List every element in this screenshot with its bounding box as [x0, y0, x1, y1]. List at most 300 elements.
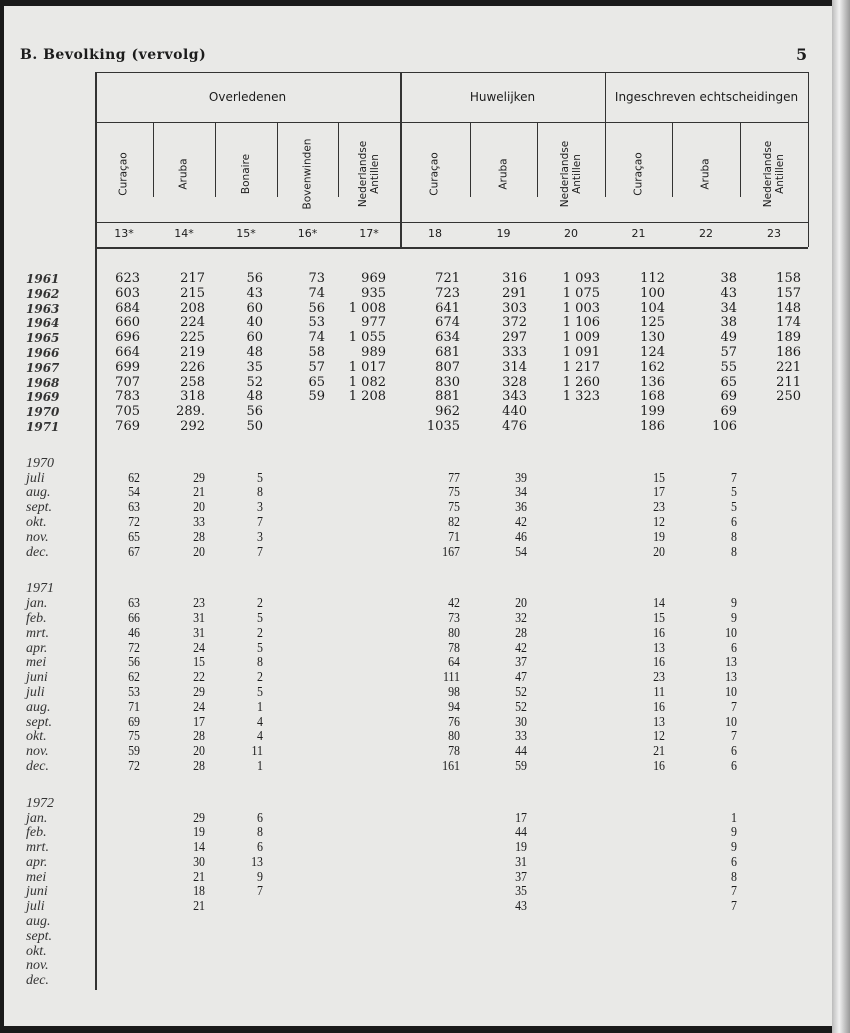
table-cell: 20: [193, 544, 205, 560]
rule-nums: [95, 247, 808, 249]
column-label: Nederlandse Antillen: [559, 140, 583, 208]
table-cell: 7: [257, 884, 263, 900]
table-cell: 7: [731, 884, 737, 900]
table-cell: 318: [180, 389, 205, 405]
table-cell: 13: [725, 655, 737, 671]
table-cell: 48: [246, 389, 263, 405]
table-cell: 1 055: [348, 330, 386, 346]
column-number: 23: [767, 227, 781, 240]
year-row: [0, 582, 810, 597]
table-cell: 372: [502, 315, 527, 331]
column-number: 15*: [236, 227, 256, 240]
table-cell: 830: [435, 374, 460, 390]
table-cell: 314: [502, 359, 527, 375]
table-cell: 56: [308, 300, 325, 316]
year-label: 1972: [26, 795, 54, 811]
table-cell: 696: [115, 330, 140, 346]
table-cell: 977: [361, 315, 386, 331]
table-row: [0, 930, 810, 945]
row-label: juni: [26, 670, 48, 686]
table-cell: 59: [308, 389, 325, 405]
table-cell: 174: [776, 315, 801, 331]
row-label: mrt.: [26, 625, 49, 641]
row-label: okt.: [26, 514, 47, 530]
table-row: [0, 390, 810, 405]
table-cell: 5: [257, 470, 263, 486]
table-cell: 56: [128, 655, 140, 671]
table-cell: 10: [725, 714, 737, 730]
table-cell: 65: [720, 374, 737, 390]
table-cell: 9: [257, 869, 263, 885]
table-cell: 21: [193, 869, 205, 885]
table-cell: 35: [246, 359, 263, 375]
table-cell: 100: [640, 285, 665, 301]
table-row: [0, 656, 810, 671]
row-label: 1971: [26, 419, 60, 434]
table-row: [0, 974, 810, 989]
table-cell: 881: [435, 389, 460, 405]
column-rule: [277, 122, 278, 197]
table-cell: 7: [731, 470, 737, 486]
table-row: [0, 302, 810, 317]
table-cell: 44: [515, 825, 527, 841]
table-cell: 33: [515, 729, 527, 745]
table-cell: 1 008: [348, 300, 386, 316]
table-cell: 1 003: [562, 300, 600, 316]
table-cell: 18: [193, 884, 205, 900]
table-row: [0, 671, 810, 686]
table-cell: 40: [246, 315, 263, 331]
table-cell: 21: [193, 899, 205, 915]
table-row: [0, 642, 810, 657]
table-cell: 161: [442, 758, 460, 774]
table-cell: 6: [257, 840, 263, 856]
table-cell: 7: [257, 544, 263, 560]
table-row: [0, 900, 810, 915]
column-header: [537, 124, 605, 224]
table-cell: 603: [115, 285, 140, 301]
table-cell: 28: [515, 625, 527, 641]
table-cell: 31: [193, 610, 205, 626]
table-cell: 56: [246, 404, 263, 420]
row-label: juli: [26, 684, 45, 700]
row-label: feb.: [26, 825, 47, 841]
row-label: juli: [26, 470, 45, 486]
table-cell: 221: [776, 359, 801, 375]
table-cell: 73: [308, 271, 325, 286]
table-cell: 783: [115, 389, 140, 405]
year-row: [0, 797, 810, 812]
table-cell: 20: [193, 744, 205, 760]
column-label: Bonaire: [240, 153, 252, 195]
row-label: aug.: [26, 485, 51, 501]
table-row: [0, 871, 810, 886]
row-label: apr.: [26, 640, 48, 656]
table-cell: 71: [128, 699, 140, 715]
table-cell: 297: [502, 330, 527, 346]
group-header-overledenen: Overledenen: [208, 90, 287, 104]
table-cell: 29: [193, 684, 205, 700]
table-cell: 623: [115, 271, 140, 286]
table-cell: 43: [246, 285, 263, 301]
table-cell: 343: [502, 389, 527, 405]
table-cell: 11: [251, 744, 263, 760]
table-cell: 98: [448, 684, 460, 700]
table-cell: 16: [653, 655, 665, 671]
table-row: [0, 472, 810, 487]
table-cell: 62: [128, 670, 140, 686]
row-label: nov.: [26, 529, 49, 545]
table-cell: 226: [180, 359, 205, 375]
table-cell: 1 093: [562, 271, 600, 286]
row-label: jan.: [26, 596, 48, 612]
table-cell: 634: [435, 330, 460, 346]
table-cell: 6: [257, 810, 263, 826]
table-cell: 215: [180, 285, 205, 301]
table-cell: 30: [193, 854, 205, 870]
rule-top: [95, 72, 808, 73]
table-cell: 6: [731, 640, 737, 656]
column-header: [215, 124, 277, 224]
table-row: [0, 597, 810, 612]
table-cell: 54: [128, 485, 140, 501]
table-cell: 36: [515, 500, 527, 516]
table-cell: 1 106: [562, 315, 600, 331]
table-cell: 78: [448, 640, 460, 656]
row-label: 1965: [26, 331, 60, 346]
table-cell: 66: [128, 610, 140, 626]
table-cell: 24: [193, 699, 205, 715]
table-row: [0, 841, 810, 856]
table-cell: 15: [653, 470, 665, 486]
column-header: [672, 124, 740, 224]
column-number: 16*: [297, 227, 318, 240]
table-cell: 44: [515, 744, 527, 760]
table-cell: 49: [720, 330, 737, 346]
table-cell: 333: [502, 344, 527, 360]
table-cell: 8: [257, 485, 263, 501]
table-cell: 1 017: [348, 359, 386, 375]
table-cell: 112: [640, 271, 665, 286]
table-cell: 28: [193, 758, 205, 774]
table-cell: 225: [180, 330, 205, 346]
row-label: mrt.: [26, 840, 49, 856]
table-cell: 53: [128, 684, 140, 700]
table-section: [0, 582, 810, 774]
table-cell: 130: [640, 330, 665, 346]
row-label: juni: [26, 884, 48, 900]
table-cell: 111: [443, 670, 460, 686]
table-cell: 65: [308, 374, 325, 390]
column-header: [605, 124, 672, 224]
table-cell: 21: [653, 744, 665, 760]
table-cell: 162: [640, 359, 665, 375]
table-cell: 157: [776, 285, 801, 301]
table-cell: 59: [515, 758, 527, 774]
table-row: [0, 812, 810, 827]
row-label: aug.: [26, 914, 51, 930]
table-row: [0, 945, 810, 960]
table-cell: 5: [257, 610, 263, 626]
table-cell: 59: [128, 744, 140, 760]
row-label: sept.: [26, 500, 53, 516]
column-label: Aruba: [497, 158, 510, 190]
row-label: juli: [26, 899, 45, 915]
table-cell: 3: [257, 529, 263, 545]
table-cell: 2: [257, 625, 263, 641]
table-cell: 74: [308, 285, 325, 301]
table-cell: 16: [653, 758, 665, 774]
table-row: [0, 760, 810, 775]
table-cell: 71: [448, 529, 460, 545]
table-cell: 292: [180, 418, 205, 434]
table-cell: 15: [653, 610, 665, 626]
column-rule: [338, 122, 339, 197]
table-cell: 699: [115, 359, 140, 375]
column-number: 18: [428, 227, 442, 240]
statistics-table: [0, 72, 810, 990]
page-title: B. Bevolking (vervolg): [20, 47, 207, 63]
table-cell: 60: [246, 330, 263, 346]
column-rule: [740, 122, 741, 197]
table-cell: 17: [193, 714, 205, 730]
table-cell: 52: [515, 699, 527, 715]
table-cell: 13: [725, 670, 737, 686]
table-cell: 224: [180, 315, 205, 331]
column-rule: [537, 122, 538, 197]
table-row: [0, 287, 810, 302]
table-cell: 4: [257, 729, 263, 745]
row-label: 1967: [26, 360, 60, 375]
row-label: sept.: [26, 928, 53, 944]
row-label: 1962: [26, 286, 60, 301]
table-cell: 94: [448, 699, 460, 715]
table-cell: 219: [180, 344, 205, 360]
table-cell: 50: [246, 418, 263, 434]
table-section: [0, 797, 810, 989]
column-rule: [672, 122, 673, 197]
table-cell: 38: [720, 271, 737, 286]
table-cell: 69: [128, 714, 140, 730]
table-cell: 13: [251, 854, 263, 870]
table-cell: 42: [515, 640, 527, 656]
table-cell: 962: [435, 404, 460, 420]
table-cell: 43: [515, 899, 527, 915]
table-row: [0, 701, 810, 716]
table-cell: 72: [128, 514, 140, 530]
table-cell: 10: [725, 625, 737, 641]
table-cell: 208: [180, 300, 205, 316]
row-label: 1963: [26, 301, 60, 316]
table-cell: 55: [720, 359, 737, 375]
table-cell: 328: [502, 374, 527, 390]
column-header: [338, 124, 400, 224]
column-header: [95, 124, 153, 224]
row-label: nov.: [26, 744, 49, 760]
column-number: 17*: [359, 227, 379, 240]
table-cell: 72: [128, 758, 140, 774]
table-body: [0, 272, 810, 989]
table-cell: 46: [515, 529, 527, 545]
table-cell: 53: [308, 315, 325, 331]
rule-sub: [95, 222, 808, 223]
table-cell: 8: [731, 869, 737, 885]
table-row: [0, 686, 810, 701]
table-cell: 30: [515, 714, 527, 730]
table-cell: 78: [448, 744, 460, 760]
table-cell: 660: [115, 315, 140, 331]
table-cell: 125: [640, 315, 665, 331]
table-cell: 14: [653, 596, 665, 612]
year-label: 1971: [26, 581, 54, 597]
table-row: [0, 272, 810, 287]
table-cell: 705: [115, 404, 140, 420]
table-cell: 5: [731, 500, 737, 516]
table-cell: 1: [257, 699, 263, 715]
table-cell: 9: [731, 596, 737, 612]
table-row: [0, 826, 810, 841]
table-cell: 57: [720, 344, 737, 360]
table-row: [0, 361, 810, 376]
table-cell: 38: [720, 315, 737, 331]
table-cell: 186: [640, 418, 665, 434]
table-cell: 75: [128, 729, 140, 745]
table-cell: 23: [653, 670, 665, 686]
table-cell: 65: [128, 529, 140, 545]
table-row: [0, 915, 810, 930]
table-cell: 5: [731, 485, 737, 501]
table-cell: 1 217: [562, 359, 600, 375]
table-cell: 168: [640, 389, 665, 405]
column-header: [470, 124, 537, 224]
table-cell: 8: [731, 529, 737, 545]
column-rule: [808, 72, 809, 247]
table-cell: 186: [776, 344, 801, 360]
table-row: [0, 331, 810, 346]
table-cell: 13: [653, 640, 665, 656]
table-row: [0, 716, 810, 731]
table-cell: 28: [193, 729, 205, 745]
table-cell: 316: [502, 271, 527, 286]
table-cell: 148: [776, 300, 801, 316]
row-label: 1966: [26, 345, 60, 360]
row-label: 1961: [26, 272, 60, 286]
table-cell: 664: [115, 344, 140, 360]
column-label: Curaçao: [118, 152, 130, 196]
row-label: dec.: [26, 758, 49, 774]
row-label: 1964: [26, 316, 60, 331]
table-cell: 104: [640, 300, 665, 316]
column-header: [740, 124, 808, 224]
table-cell: 82: [448, 514, 460, 530]
table-cell: 16: [653, 625, 665, 641]
table-cell: 989: [361, 344, 386, 360]
table-cell: 63: [128, 500, 140, 516]
table-cell: 29: [193, 810, 205, 826]
table-row: [0, 486, 810, 501]
table-cell: 19: [193, 825, 205, 841]
column-label: Aruba: [177, 158, 190, 190]
table-cell: 8: [257, 655, 263, 671]
table-cell: 124: [640, 344, 665, 360]
table-cell: 291: [502, 285, 527, 301]
column-header: [277, 124, 338, 224]
column-number: 19: [496, 227, 511, 240]
table-cell: 106: [712, 418, 737, 434]
row-label: 1970: [26, 405, 60, 420]
row-label: mei: [26, 869, 47, 885]
table-cell: 4: [257, 714, 263, 730]
table-cell: 5: [257, 684, 263, 700]
table-cell: 20: [515, 596, 527, 612]
table-cell: 6: [731, 744, 737, 760]
table-cell: 1 091: [562, 344, 600, 360]
table-row: [0, 531, 810, 546]
table-cell: 32: [515, 610, 527, 626]
column-label: Curaçao: [632, 152, 645, 196]
column-label: Aruba: [699, 158, 712, 190]
table-section: [0, 457, 810, 561]
row-label: 1968: [26, 375, 60, 390]
table-cell: 46: [128, 625, 140, 641]
column-rule: [153, 122, 154, 197]
table-row: [0, 745, 810, 760]
table-cell: 62: [128, 470, 140, 486]
table-cell: 12: [653, 729, 665, 745]
table-cell: 1035: [426, 418, 460, 434]
table-cell: 9: [731, 840, 737, 856]
table-cell: 52: [246, 374, 263, 390]
table-cell: 17: [653, 485, 665, 501]
table-cell: 47: [515, 670, 527, 686]
table-cell: 199: [640, 404, 665, 420]
table-cell: 7: [257, 514, 263, 530]
column-rule: [470, 122, 471, 197]
table-cell: 37: [515, 869, 527, 885]
table-cell: 77: [448, 470, 460, 486]
table-row: [0, 376, 810, 391]
table-cell: 250: [776, 389, 801, 405]
group-header-echtscheidingen: Ingeschreven echtscheidingen: [614, 90, 799, 104]
table-cell: 674: [435, 315, 460, 331]
table-cell: 75: [448, 485, 460, 501]
table-cell: 707: [115, 374, 140, 390]
table-cell: 69: [720, 389, 737, 405]
column-header: [400, 124, 470, 224]
table-cell: 74: [308, 330, 325, 346]
table-cell: 6: [731, 854, 737, 870]
table-cell: 80: [448, 729, 460, 745]
row-label: sept.: [26, 714, 53, 730]
table-cell: 969: [361, 271, 386, 286]
page-number: 5: [796, 45, 808, 64]
row-label: 1969: [26, 390, 60, 405]
table-cell: 2: [257, 670, 263, 686]
table-cell: 10: [725, 684, 737, 700]
table-cell: 684: [115, 300, 140, 316]
table-cell: 34: [515, 485, 527, 501]
table-cell: 217: [180, 271, 205, 286]
table-cell: 641: [435, 300, 460, 316]
table-cell: 31: [193, 625, 205, 641]
table-cell: 69: [720, 404, 737, 420]
table-cell: 67: [128, 544, 140, 560]
table-cell: 39: [515, 470, 527, 486]
rule-group: [95, 122, 808, 123]
table-cell: 13: [653, 714, 665, 730]
table-cell: 60: [246, 300, 263, 316]
table-cell: 935: [361, 285, 386, 301]
